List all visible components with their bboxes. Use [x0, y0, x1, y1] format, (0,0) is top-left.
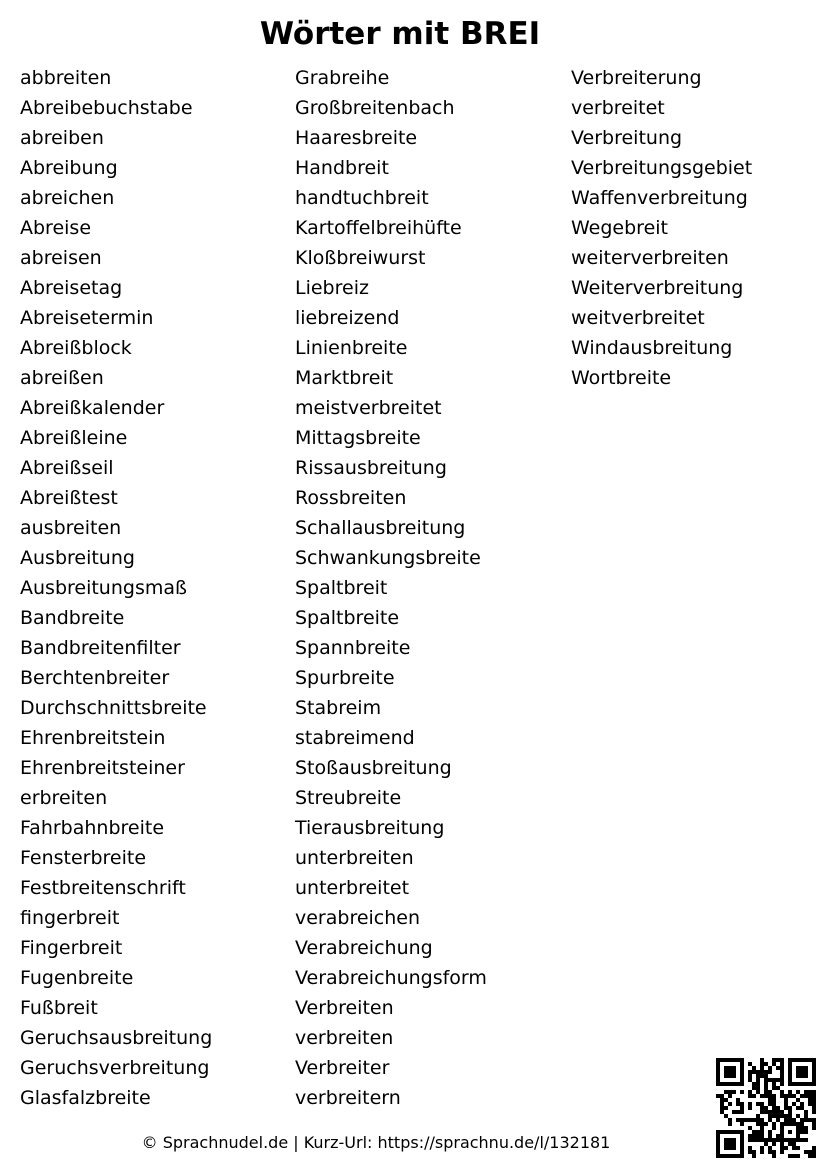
word-item: Geruchsausbreitung: [20, 1027, 213, 1049]
word-item: Kartoffelbreihüfte: [295, 217, 462, 239]
word-item: liebreizend: [295, 307, 400, 329]
word-item: abreiben: [20, 127, 104, 149]
word-item: Fußbreit: [20, 997, 98, 1019]
word-item: Waffenverbreitung: [571, 187, 748, 209]
word-item: Tierausbreitung: [295, 817, 445, 839]
word-item: handtuchbreit: [295, 187, 429, 209]
word-item: Mittagsbreite: [295, 427, 421, 449]
word-item: Schallausbreitung: [295, 517, 466, 539]
word-item: verabreichen: [295, 907, 421, 929]
word-column-2: [295, 63, 487, 1113]
word-item: ausbreiten: [20, 517, 122, 539]
word-item: Verbreitungsgebiet: [571, 157, 753, 179]
word-item: Spurbreite: [295, 667, 395, 689]
word-item: Abreißtest: [20, 487, 118, 509]
word-item: Wegebreit: [571, 217, 668, 239]
word-item: meistverbreitet: [295, 397, 442, 419]
word-item: weiterverbreiten: [571, 247, 729, 269]
word-item: Stoßausbreitung: [295, 757, 452, 779]
word-column-1: [20, 63, 212, 1113]
word-item: Haaresbreite: [295, 127, 418, 149]
word-item: verbreitern: [295, 1087, 401, 1109]
word-item: Weiterverbreitung: [571, 277, 744, 299]
word-item: Spaltbreite: [295, 607, 400, 629]
word-column-3: [571, 63, 752, 393]
word-item: Wortbreite: [571, 367, 672, 389]
word-item: Verbreiten: [295, 997, 394, 1019]
word-item: verbreitet: [571, 97, 665, 119]
word-item: Spaltbreit: [295, 577, 388, 599]
word-item: Verbreitung: [571, 127, 683, 149]
word-item: Ausbreitung: [20, 547, 135, 569]
word-item: Bandbreitenfilter: [20, 637, 181, 659]
word-item: Großbreitenbach: [295, 97, 455, 119]
word-item: abreißen: [20, 367, 104, 389]
word-item: Verbreiter: [295, 1057, 390, 1079]
word-item: Ehrenbreitsteiner: [20, 757, 185, 779]
word-item: unterbreitet: [295, 877, 410, 899]
word-item: verbreiten: [295, 1027, 394, 1049]
word-item: Handbreit: [295, 157, 389, 179]
word-item: Bandbreite: [20, 607, 125, 629]
word-item: Abreißblock: [20, 337, 132, 359]
word-item: Schwankungsbreite: [295, 547, 481, 569]
word-item: Fensterbreite: [20, 847, 147, 869]
word-item: Spannbreite: [295, 637, 411, 659]
word-item: Geruchsverbreitung: [20, 1057, 210, 1079]
word-item: Liebreiz: [295, 277, 369, 299]
word-item: Verbreiterung: [571, 67, 702, 89]
word-item: Verabreichung: [295, 937, 433, 959]
word-item: fingerbreit: [20, 907, 120, 929]
word-item: Rissausbreitung: [295, 457, 447, 479]
word-item: abbreiten: [20, 67, 112, 89]
word-item: unterbreiten: [295, 847, 414, 869]
word-item: Durchschnittsbreite: [20, 697, 207, 719]
word-item: Streubreite: [295, 787, 402, 809]
word-item: Fugenbreite: [20, 967, 134, 989]
word-item: Glasfalzbreite: [20, 1087, 151, 1109]
word-item: Stabreim: [295, 697, 382, 719]
word-item: Festbreitenschrift: [20, 877, 186, 899]
page-title: Wörter mit BREI: [259, 16, 541, 52]
word-item: Kloßbreiwurst: [295, 247, 426, 269]
word-item: stabreimend: [295, 727, 415, 749]
word-item: Abreißkalender: [20, 397, 165, 419]
word-item: Abreise: [20, 217, 92, 239]
word-item: abreisen: [20, 247, 102, 269]
word-item: Fahrbahnbreite: [20, 817, 165, 839]
word-item: abreichen: [20, 187, 115, 209]
word-item: Ehrenbreitstein: [20, 727, 166, 749]
word-item: Abreisetermin: [20, 307, 154, 329]
word-item: Windausbreitung: [571, 337, 733, 359]
word-item: Linienbreite: [295, 337, 408, 359]
word-item: Abreibung: [20, 157, 118, 179]
word-item: Abreißleine: [20, 427, 128, 449]
word-item: Marktbreit: [295, 367, 394, 389]
word-item: Grabreihe: [295, 67, 390, 89]
word-item: Berchtenbreiter: [20, 667, 170, 689]
word-item: Verabreichungsform: [295, 967, 487, 989]
word-item: Fingerbreit: [20, 937, 123, 959]
qr-code-icon: [716, 1058, 816, 1158]
word-item: Abreisetag: [20, 277, 123, 299]
word-item: Abreißseil: [20, 457, 114, 479]
word-item: erbreiten: [20, 787, 108, 809]
footer-credit: © Sprachnudel.de | Kurz-Url: https://sprachnu.de/l/132181: [141, 1133, 611, 1152]
word-item: Abreibebuchstabe: [20, 97, 193, 119]
word-item: Ausbreitungsmaß: [20, 577, 187, 599]
word-item: weitverbreitet: [571, 307, 705, 329]
word-item: Rossbreiten: [295, 487, 407, 509]
